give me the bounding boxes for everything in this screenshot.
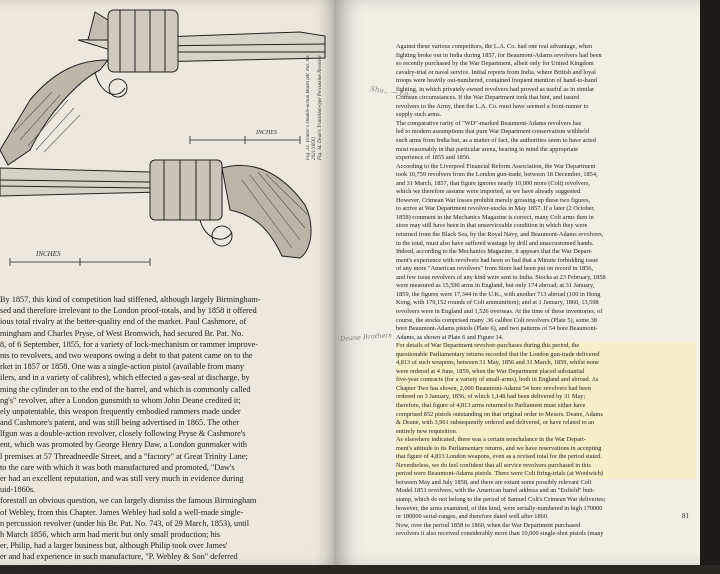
text-line: fighting broke out in India during 1857, for Beaumont-Adams revolvers had been [396, 51, 602, 59]
text-line: store may still have been in that unserviceable condition in which they were [396, 222, 588, 230]
text-line: entirely new requisition. [396, 428, 696, 437]
text-line: rket in 1857 or 1858. One was a single-action pistol (available from many [0, 362, 245, 372]
text-line: ent, which was promoted by George Henry Daw, a London gunmaker with [0, 440, 247, 450]
text-line: which we therefore assume were imported, as we have already suggested. [396, 188, 582, 196]
figure-caption-a: Fig. 33. Tranter's Double-action Model (Br. Pat. No. 2921/1856) [306, 54, 317, 160]
text-line: that figure of 4,813 London weapons, even as a revised total for the period stated. [396, 453, 696, 462]
text-line: however, the arms examined, of this kind, were serially-numbered in high 170000 [396, 504, 603, 512]
text-line: Kong, with 179,152 rounds of Colt ammunition); and at 1 January, 1860, 13,598 [396, 299, 599, 307]
top-scale [190, 136, 300, 144]
text-line: Model 1851 revolvers, with the American barrel address and an "Enfield" butt- [396, 487, 595, 495]
pencil-annotation-margin: Deane Brothers [339, 331, 393, 343]
text-line: h March 1856, which arm had merit but only small production; his [0, 529, 221, 539]
text-line: ordered on 3 January, 1856, of which 1,148 had been delivered by 31 May; [396, 393, 696, 402]
text-line: returned from the Black Sea, by the Royal Navy, and Beaumont-Adams revolvers, [396, 231, 604, 239]
text-line: were measured as 15,590 arms in England, but only 174 abroad; at 31 January, [396, 282, 595, 290]
text-line: forestall an obvious question, we can largely dismiss the famous Birmingham [0, 496, 257, 506]
text-line: By 1857, this kind of competition had stiffened, although largely Birmingham- [0, 295, 261, 304]
inches-label-top: INCHES [256, 130, 277, 136]
text-line: so recently purchased by the War Department, albeit only for United Kingdom [396, 60, 594, 68]
text-line: & Deane, with 3,961 subsequently ordered and delivered, or have related to an [396, 419, 696, 428]
bottom-scale [10, 258, 150, 266]
text-line: er had an excellent reputation, and was still very much in evidence during [0, 474, 244, 483]
text-line: course, the stocks comprised many .36 calibre Colt revolvers (Plate 5), some 38 [396, 316, 597, 324]
text-line: 4,813 of such weapons, between 31 May, 1856 and 31 March, 1859, whilst none [396, 359, 696, 368]
text-line: most reasonably in that particular arena, bearing in mind the appropriate [396, 145, 579, 153]
text-line: For details of War Department revolver-purchases during this period, the [396, 342, 696, 351]
bottom-revolver-drawing [0, 160, 311, 258]
text-line: 1859, the figures were 17,344 in the U.K., with another 713 abroad (100 in Hong [396, 290, 601, 298]
text-line: comprised 852 pistols outstanding on that original order to Messrs. Deane, Adams [396, 411, 696, 420]
text-line: Adams, as shown at Plate 6 and Figure 14. [396, 333, 504, 341]
text-line: Indeed, according to the Mechanics Magazine, it appears that the War Depart- [396, 248, 593, 256]
text-line: ely unpatentable, this weapon frequently embodied rammers made under [0, 406, 241, 416]
text-line: lfgun was a double-action revolver, closely following Pryse & Cashmore's [0, 429, 246, 439]
text-line: supply such arms. [396, 111, 442, 119]
text-line: and few issue revolvers of any kind were sent to India. Stocks at 23 February, 1858 [396, 273, 606, 281]
text-line: ment's attitude to its Parliamentary returns, and we have reservations in accepting [396, 445, 696, 454]
text-line: questionable Parliamentary returns recorded that the London gun-trade delivered [396, 351, 696, 360]
text-line: ng's" revolver, after a London gunsmith to whom John Deane credited it; [0, 395, 241, 405]
text-line: ming the cylinder on to the end of the barrel, and which is commonly called [0, 384, 251, 394]
text-line: uid-1860s. [0, 485, 36, 495]
text-line: five-year contracts (for a variety of small-arms), both in England and abroad. As [396, 376, 696, 385]
text-line: nts to revolvers, and two weapons owing a debt to that patent came on to the [0, 350, 253, 360]
text-line: Crimean circumstances. If the War Department took that hint, and issued [396, 94, 580, 102]
revolver-illustrations [0, 0, 338, 290]
text-line: revolvers to the Army, then the L.A. Co. must have seemed a front-runner to [396, 102, 589, 110]
text-line: such arms from India but, as a matter of fact, the authorities seem to have acted [396, 137, 596, 145]
left-page-text [0, 294, 332, 574]
text-line: n percussion revolver (under his Br. Pat. No. 743, of 29 March, 1853), until [0, 518, 250, 528]
text-line: 8, of 6 September, 1855, for a variety of lock-mechanism or rammer improve- [0, 339, 259, 349]
text-line: to arrive at War Department revolver-stocks in May 1857. If a later (2 October, [396, 205, 595, 213]
text-line: therefore, that figure of 4,813 arms returned to Parliament must either have [396, 402, 696, 411]
text-line: ious total rivalry at the better-quality end of the market. Paul Cashmore, of [0, 317, 247, 327]
text-line: experience of 1855 and 1856. [396, 154, 471, 162]
text-line: er and had experience in such manufacture, "P. Webley & Son" deferred [0, 552, 238, 562]
text-line: or 180000 serial-ranges, and therefore dated well after 1860. [396, 513, 549, 521]
text-line: However, Crimean War losses prohibit merely grossing-up these two figures, [396, 196, 591, 204]
text-line: According to the Liverpool Financial Reform Association, the War Department [396, 162, 596, 170]
text-line: and 31 March, 1857, that figure ignores nearly 10,000 more (Colt) revolvers, [396, 179, 590, 187]
text-line: of any more "American revolvers" from Store had been put on record in 1856, [396, 265, 594, 273]
text-line: cavalry-trial or naval service. Initial reports from India, where British and loyal [396, 68, 596, 76]
text-line: and Cashmore's patent, and was still being advertised in 1865. The other [0, 418, 239, 428]
text-line: ilers, and in a variety of calibres), which effected a gas-seal at discharge, by [0, 373, 250, 383]
book-cover-edge [700, 0, 720, 565]
text-line: led to modern assumptions that pure War Department conservatism withheld [396, 128, 589, 136]
text-line: mingham and Charles Pryse, of West Bromwich, had secured Br. Pat. No. [0, 328, 244, 338]
text-line: Nevertheless, we do feel confident that all service revolvers purchased in this [396, 462, 696, 471]
text-line: fighting, in which privately owned revolvers had proved as useful as in similar [396, 85, 595, 93]
text-line: of Webley, from this Chapter. James Webley had sold a well-made single- [0, 507, 244, 517]
text-line: ment's experience with revolvers had been so bad that a Minute forbidding issue [396, 256, 599, 264]
text-line: sed and therefore irrelevant to the London proof-totals, and by 1858 it offered [0, 306, 257, 316]
text-line: Against these various competitors, the L.A. Co. had one real advantage, when [396, 43, 593, 50]
pencil-annotation-top: Shu.. — Lo... [369, 84, 416, 100]
text-line: entry into the field until late 1860 or early 1861. [0, 563, 159, 573]
text-line: took 10,759 revolvers from the London gun-trade, between 18 December, 1854, [396, 171, 598, 179]
page-number: 81 [682, 512, 689, 520]
top-revolver-drawing [0, 10, 325, 165]
right-page-text [396, 43, 696, 539]
figure-caption-b: Fig. 34. Dean's Transition-type Percussion Revolver [318, 55, 323, 160]
text-line: er, Philip, had a larger business but, although Philip took over James' [0, 541, 228, 551]
text-line: bore Beaumont-Adams pistols (Plate 6), and two patterns of 54 bore Beaumont- [396, 325, 598, 333]
text-line: 1858) comment in the Mechanics Magazine is correct, many Colt arms then in [396, 213, 594, 221]
text-line: were ordered at 4 June, 1859, when the War Department placed substantial [396, 368, 696, 377]
text-line: As elsewhere indicated, there was a certain nonchalance in the War Depart- [396, 436, 696, 445]
text-line: to the care with which it was both manufactured and promoted, "Daw's [0, 462, 235, 472]
text-line: period were Beaumont-Adams pistols. There were Colt firing-trials (at Woolwich) [396, 470, 696, 479]
text-line: revolvers it also received considerably more than 10,000 single-shot pistols (many [396, 530, 604, 538]
text-line: stamp, which do not belong to the period of Samuel Colt's Crimean War deliveries; [396, 495, 606, 503]
inches-label-bottom: INCHES [36, 250, 61, 258]
figure-captions [306, 40, 334, 160]
text-line: Now, over the period 1858 to 1860, when the War Department purchased [396, 521, 581, 529]
text-line: troops were heavily out-numbered, contained frequent mention of hand-to-hand [396, 77, 597, 85]
text-line: revolvers were in England and 1,526 overseas. At the time of these inventories, of [396, 307, 603, 315]
left-page [0, 0, 338, 573]
text-line: Chapter Two has shown, 2,000 Beaumont-Adams 54 bore revolvers had been [396, 385, 696, 394]
text-line: between May and July 1858, and there are extant some possibly relevant Colt [396, 478, 592, 486]
text-line: l premises at 57 Threadneedle Street, and a "factory" at Great Trinity Lane; [0, 451, 248, 461]
text-line: in the total, must also have suffered wastage by drill and unaccustomed hands. [396, 239, 594, 247]
text-line: The comparative rarity of "WD"-marked Beaumont-Adams revolvers has [396, 119, 582, 127]
